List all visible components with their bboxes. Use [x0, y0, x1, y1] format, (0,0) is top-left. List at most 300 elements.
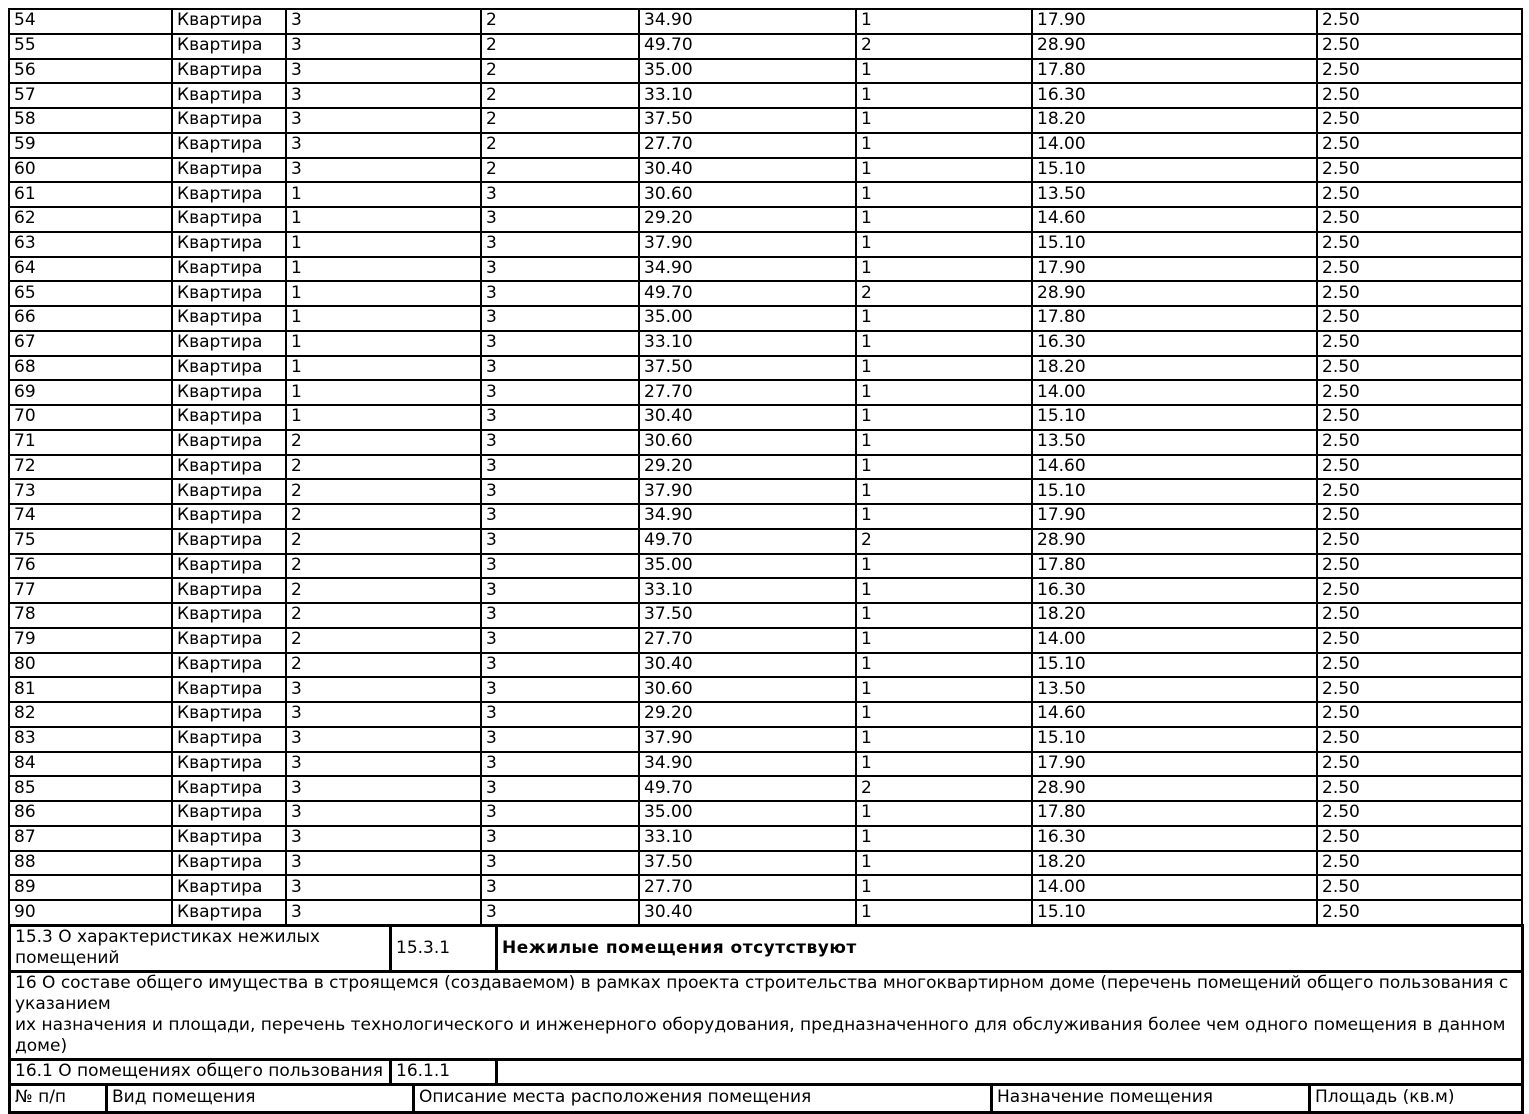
floor-cell: 3 — [481, 851, 639, 876]
ceiling-height-cell: 2.50 — [1317, 554, 1522, 579]
row-number-cell: 75 — [9, 529, 172, 554]
entrance-cell: 1 — [286, 380, 481, 405]
total-area-cell: 30.60 — [639, 677, 856, 702]
total-area-cell: 27.70 — [639, 133, 856, 158]
living-area-cell: 17.80 — [1032, 554, 1317, 579]
entrance-cell: 3 — [286, 801, 481, 826]
total-area-cell: 30.40 — [639, 158, 856, 183]
apartments-tbody — [9, 9, 1522, 925]
total-area-cell: 35.00 — [639, 801, 856, 826]
unit-type-cell: Квартира — [172, 603, 286, 628]
table-row — [9, 776, 1522, 801]
living-area-cell: 15.10 — [1032, 405, 1317, 430]
living-area-cell: 17.80 — [1032, 59, 1317, 84]
table-row — [9, 479, 1522, 504]
unit-type-cell: Квартира — [172, 653, 286, 678]
room-count-cell: 1 — [856, 851, 1032, 876]
living-area-cell: 18.20 — [1032, 356, 1317, 381]
room-count-cell: 1 — [856, 578, 1032, 603]
total-area-cell: 30.40 — [639, 900, 856, 925]
room-count-cell: 1 — [856, 826, 1032, 851]
row-number-cell: 72 — [9, 455, 172, 480]
ceiling-height-cell: 2.50 — [1317, 455, 1522, 480]
unit-type-cell: Квартира — [172, 628, 286, 653]
section-16-1-code: 16.1.1 — [391, 1059, 497, 1084]
living-area-cell: 17.80 — [1032, 306, 1317, 331]
living-area-cell: 16.30 — [1032, 578, 1317, 603]
floor-cell: 3 — [481, 752, 639, 777]
ceiling-height-cell: 2.50 — [1317, 653, 1522, 678]
living-area-cell: 14.00 — [1032, 628, 1317, 653]
unit-type-cell: Квартира — [172, 479, 286, 504]
table-row — [9, 752, 1522, 777]
row-number-cell: 73 — [9, 479, 172, 504]
room-count-cell: 1 — [856, 133, 1032, 158]
room-count-cell: 1 — [856, 677, 1032, 702]
row-number-cell: 85 — [9, 776, 172, 801]
row-number-cell: 82 — [9, 702, 172, 727]
row-number-cell: 64 — [9, 257, 172, 282]
room-count-cell: 1 — [856, 603, 1032, 628]
floor-cell: 3 — [481, 776, 639, 801]
floor-cell: 3 — [481, 257, 639, 282]
room-count-cell: 1 — [856, 207, 1032, 232]
floor-cell: 3 — [481, 479, 639, 504]
section-16-1-value — [497, 1059, 1523, 1084]
row-number-cell: 86 — [9, 801, 172, 826]
entrance-cell: 3 — [286, 158, 481, 183]
row-number-cell: 88 — [9, 851, 172, 876]
room-count-cell: 1 — [856, 504, 1032, 529]
entrance-cell: 1 — [286, 306, 481, 331]
floor-cell: 3 — [481, 306, 639, 331]
unit-type-cell: Квартира — [172, 554, 286, 579]
floor-cell: 3 — [481, 727, 639, 752]
unit-type-cell: Квартира — [172, 182, 286, 207]
section-15-3-label — [10, 926, 391, 972]
entrance-cell: 2 — [286, 479, 481, 504]
unit-type-cell: Квартира — [172, 677, 286, 702]
living-area-cell: 15.10 — [1032, 900, 1317, 925]
unit-type-cell: Квартира — [172, 380, 286, 405]
table-row — [9, 727, 1522, 752]
row-number-cell: 58 — [9, 108, 172, 133]
table-row — [9, 133, 1522, 158]
room-count-cell: 1 — [856, 331, 1032, 356]
total-area-cell: 27.70 — [639, 875, 856, 900]
total-area-cell: 27.70 — [639, 628, 856, 653]
floor-cell: 2 — [481, 108, 639, 133]
room-count-cell: 2 — [856, 776, 1032, 801]
table-row — [9, 455, 1522, 480]
unit-type-cell: Квартира — [172, 158, 286, 183]
entrance-cell: 3 — [286, 702, 481, 727]
floor-cell: 3 — [481, 677, 639, 702]
unit-type-cell: Квартира — [172, 9, 286, 34]
room-count-cell: 1 — [856, 306, 1032, 331]
ceiling-height-cell: 2.50 — [1317, 702, 1522, 727]
unit-type-cell: Квартира — [172, 405, 286, 430]
total-area-cell: 33.10 — [639, 331, 856, 356]
room-count-cell: 1 — [856, 702, 1032, 727]
entrance-cell: 2 — [286, 504, 481, 529]
row-number-cell: 87 — [9, 826, 172, 851]
room-count-cell: 1 — [856, 628, 1032, 653]
living-area-cell: 16.30 — [1032, 331, 1317, 356]
ceiling-height-cell: 2.50 — [1317, 380, 1522, 405]
row-number-cell: 90 — [9, 900, 172, 925]
unit-type-cell: Квартира — [172, 83, 286, 108]
living-area-cell: 16.30 — [1032, 83, 1317, 108]
section-15-3-code: 15.3.1 — [391, 926, 497, 972]
total-area-cell: 33.10 — [639, 578, 856, 603]
table-row — [9, 578, 1522, 603]
floor-cell: 3 — [481, 628, 639, 653]
ceiling-height-cell: 2.50 — [1317, 430, 1522, 455]
total-area-cell: 37.90 — [639, 479, 856, 504]
total-area-cell: 37.50 — [639, 108, 856, 133]
unit-type-cell: Квартира — [172, 306, 286, 331]
unit-type-cell: Квартира — [172, 356, 286, 381]
section-16-text-line2: их назначения и площади, перечень технологического и инженерного оборудования, предназначенного для обслуживания более чем одного помещения в данном доме) — [15, 1015, 1506, 1057]
room-count-cell: 1 — [856, 479, 1032, 504]
row-number-cell: 71 — [9, 430, 172, 455]
row-number-cell: 70 — [9, 405, 172, 430]
table-row — [9, 232, 1522, 257]
entrance-cell: 1 — [286, 281, 481, 306]
ceiling-height-cell: 2.50 — [1317, 776, 1522, 801]
ceiling-height-cell: 2.50 — [1317, 207, 1522, 232]
entrance-cell: 3 — [286, 34, 481, 59]
col-header-purpose: Назначение помещения — [992, 1084, 1310, 1112]
entrance-cell: 2 — [286, 578, 481, 603]
entrance-cell: 3 — [286, 826, 481, 851]
floor-cell: 3 — [481, 875, 639, 900]
ceiling-height-cell: 2.50 — [1317, 34, 1522, 59]
room-count-cell: 1 — [856, 405, 1032, 430]
entrance-cell: 2 — [286, 628, 481, 653]
living-area-cell: 17.80 — [1032, 801, 1317, 826]
row-number-cell: 81 — [9, 677, 172, 702]
total-area-cell: 49.70 — [639, 281, 856, 306]
table-row — [9, 875, 1522, 900]
living-area-cell: 14.00 — [1032, 380, 1317, 405]
table-row — [9, 9, 1522, 34]
living-area-cell: 13.50 — [1032, 182, 1317, 207]
room-count-cell: 1 — [856, 9, 1032, 34]
floor-cell: 2 — [481, 133, 639, 158]
unit-type-cell: Квартира — [172, 702, 286, 727]
room-count-cell: 1 — [856, 380, 1032, 405]
row-number-cell: 56 — [9, 59, 172, 84]
entrance-cell: 3 — [286, 108, 481, 133]
ceiling-height-cell: 2.50 — [1317, 727, 1522, 752]
floor-cell: 3 — [481, 702, 639, 727]
living-area-cell: 28.90 — [1032, 34, 1317, 59]
entrance-cell: 3 — [286, 83, 481, 108]
section-15-3-row — [10, 926, 1523, 972]
room-count-cell: 2 — [856, 34, 1032, 59]
living-area-cell: 17.90 — [1032, 752, 1317, 777]
table-row — [9, 207, 1522, 232]
ceiling-height-cell: 2.50 — [1317, 752, 1522, 777]
entrance-cell: 3 — [286, 59, 481, 84]
ceiling-height-cell: 2.50 — [1317, 826, 1522, 851]
row-number-cell: 62 — [9, 207, 172, 232]
total-area-cell: 34.90 — [639, 752, 856, 777]
unit-type-cell: Квартира — [172, 851, 286, 876]
section-16-1-row — [10, 1059, 1523, 1084]
living-area-cell: 14.60 — [1032, 702, 1317, 727]
total-area-cell: 30.60 — [639, 182, 856, 207]
entrance-cell: 1 — [286, 331, 481, 356]
living-area-cell: 14.60 — [1032, 207, 1317, 232]
section-15-3-label-line1: 15.3 О характеристиках нежилых — [15, 927, 320, 947]
living-area-cell: 17.90 — [1032, 257, 1317, 282]
entrance-cell: 1 — [286, 207, 481, 232]
col-header-num: № п/п — [10, 1084, 107, 1112]
table-row — [9, 677, 1522, 702]
total-area-cell: 29.20 — [639, 455, 856, 480]
row-number-cell: 84 — [9, 752, 172, 777]
total-area-cell: 37.50 — [639, 851, 856, 876]
unit-type-cell: Квартира — [172, 776, 286, 801]
total-area-cell: 30.40 — [639, 653, 856, 678]
row-number-cell: 68 — [9, 356, 172, 381]
room-count-cell: 1 — [856, 554, 1032, 579]
total-area-cell: 37.90 — [639, 232, 856, 257]
unit-type-cell: Квартира — [172, 331, 286, 356]
ceiling-height-cell: 2.50 — [1317, 9, 1522, 34]
living-area-cell: 28.90 — [1032, 529, 1317, 554]
room-count-cell: 2 — [856, 281, 1032, 306]
ceiling-height-cell: 2.50 — [1317, 628, 1522, 653]
col-header-type: Вид помещения — [107, 1084, 414, 1112]
room-count-cell: 1 — [856, 653, 1032, 678]
floor-cell: 3 — [481, 578, 639, 603]
section-16-row — [10, 971, 1523, 1059]
room-count-cell: 1 — [856, 875, 1032, 900]
floor-cell: 3 — [481, 504, 639, 529]
row-number-cell: 60 — [9, 158, 172, 183]
table-row — [9, 356, 1522, 381]
floor-cell: 3 — [481, 331, 639, 356]
total-area-cell: 34.90 — [639, 257, 856, 282]
ceiling-height-cell: 2.50 — [1317, 603, 1522, 628]
entrance-cell: 3 — [286, 900, 481, 925]
row-number-cell: 55 — [9, 34, 172, 59]
ceiling-height-cell: 2.50 — [1317, 900, 1522, 925]
floor-cell: 2 — [481, 59, 639, 84]
row-number-cell: 67 — [9, 331, 172, 356]
table-row — [9, 603, 1522, 628]
ceiling-height-cell: 2.50 — [1317, 182, 1522, 207]
row-number-cell: 69 — [9, 380, 172, 405]
floor-cell: 3 — [481, 182, 639, 207]
ceiling-height-cell: 2.50 — [1317, 158, 1522, 183]
entrance-cell: 2 — [286, 430, 481, 455]
table-row — [9, 182, 1522, 207]
table-row — [9, 108, 1522, 133]
room-count-cell: 1 — [856, 232, 1032, 257]
table-row — [9, 430, 1522, 455]
sections-table — [8, 924, 1524, 1114]
table-row — [9, 702, 1522, 727]
unit-type-cell: Квартира — [172, 281, 286, 306]
row-number-cell: 76 — [9, 554, 172, 579]
table-row — [9, 405, 1522, 430]
floor-cell: 3 — [481, 455, 639, 480]
total-area-cell: 29.20 — [639, 702, 856, 727]
floor-cell: 3 — [481, 281, 639, 306]
col-header-area: Площадь (кв.м) — [1310, 1084, 1523, 1112]
living-area-cell: 17.90 — [1032, 9, 1317, 34]
living-area-cell: 18.20 — [1032, 603, 1317, 628]
living-area-cell: 15.10 — [1032, 653, 1317, 678]
floor-cell: 3 — [481, 603, 639, 628]
total-area-cell: 49.70 — [639, 529, 856, 554]
row-number-cell: 59 — [9, 133, 172, 158]
total-area-cell: 30.40 — [639, 405, 856, 430]
living-area-cell: 28.90 — [1032, 776, 1317, 801]
table-row — [9, 158, 1522, 183]
table-row — [9, 380, 1522, 405]
ceiling-height-cell: 2.50 — [1317, 232, 1522, 257]
unit-type-cell: Квартира — [172, 108, 286, 133]
unit-type-cell: Квартира — [172, 34, 286, 59]
section-16-text — [10, 971, 1523, 1059]
total-area-cell: 34.90 — [639, 9, 856, 34]
row-number-cell: 57 — [9, 83, 172, 108]
table-row — [9, 900, 1522, 925]
total-area-cell: 27.70 — [639, 380, 856, 405]
room-count-cell: 1 — [856, 430, 1032, 455]
total-area-cell: 37.50 — [639, 356, 856, 381]
living-area-cell: 16.30 — [1032, 826, 1317, 851]
floor-cell: 3 — [481, 900, 639, 925]
ceiling-height-cell: 2.50 — [1317, 306, 1522, 331]
floor-cell: 3 — [481, 653, 639, 678]
ceiling-height-cell: 2.50 — [1317, 257, 1522, 282]
living-area-cell: 15.10 — [1032, 158, 1317, 183]
living-area-cell: 14.00 — [1032, 133, 1317, 158]
ceiling-height-cell: 2.50 — [1317, 875, 1522, 900]
table-row — [9, 306, 1522, 331]
row-number-cell: 79 — [9, 628, 172, 653]
entrance-cell: 3 — [286, 776, 481, 801]
living-area-cell: 17.90 — [1032, 504, 1317, 529]
ceiling-height-cell: 2.50 — [1317, 851, 1522, 876]
floor-cell: 2 — [481, 83, 639, 108]
total-area-cell: 30.60 — [639, 430, 856, 455]
floor-cell: 3 — [481, 356, 639, 381]
table-row — [9, 851, 1522, 876]
total-area-cell: 33.10 — [639, 826, 856, 851]
living-area-cell: 14.00 — [1032, 875, 1317, 900]
floor-cell: 2 — [481, 9, 639, 34]
entrance-cell: 3 — [286, 851, 481, 876]
ceiling-height-cell: 2.50 — [1317, 83, 1522, 108]
ceiling-height-cell: 2.50 — [1317, 578, 1522, 603]
room-count-cell: 1 — [856, 900, 1032, 925]
room-count-cell: 1 — [856, 108, 1032, 133]
ceiling-height-cell: 2.50 — [1317, 405, 1522, 430]
total-area-cell: 37.90 — [639, 727, 856, 752]
living-area-cell: 13.50 — [1032, 677, 1317, 702]
unit-type-cell: Квартира — [172, 529, 286, 554]
ceiling-height-cell: 2.50 — [1317, 529, 1522, 554]
floor-cell: 3 — [481, 430, 639, 455]
floor-cell: 2 — [481, 158, 639, 183]
total-area-cell: 49.70 — [639, 34, 856, 59]
unit-type-cell: Квартира — [172, 900, 286, 925]
unit-type-cell: Квартира — [172, 801, 286, 826]
apartments-table — [8, 8, 1523, 926]
table-row — [9, 34, 1522, 59]
room-count-cell: 1 — [856, 182, 1032, 207]
table-row — [9, 628, 1522, 653]
living-area-cell: 13.50 — [1032, 430, 1317, 455]
room-count-cell: 1 — [856, 83, 1032, 108]
unit-type-cell: Квартира — [172, 430, 286, 455]
entrance-cell: 1 — [286, 182, 481, 207]
table-row — [9, 554, 1522, 579]
section-15-3-label-line2: помещений — [15, 948, 120, 969]
table-row — [9, 331, 1522, 356]
col-header-location: Описание места расположения помещения — [414, 1084, 992, 1112]
room-count-cell: 1 — [856, 801, 1032, 826]
table-row — [9, 281, 1522, 306]
living-area-cell: 14.60 — [1032, 455, 1317, 480]
entrance-cell: 2 — [286, 455, 481, 480]
entrance-cell: 3 — [286, 752, 481, 777]
ceiling-height-cell: 2.50 — [1317, 504, 1522, 529]
row-number-cell: 66 — [9, 306, 172, 331]
unit-type-cell: Квартира — [172, 578, 286, 603]
total-area-cell: 35.00 — [639, 554, 856, 579]
ceiling-height-cell: 2.50 — [1317, 479, 1522, 504]
unit-type-cell: Квартира — [172, 133, 286, 158]
floor-cell: 3 — [481, 207, 639, 232]
entrance-cell: 2 — [286, 603, 481, 628]
section-16-text-line1: 16 О составе общего имущества в строящемся (создаваемом) в рамках проекта строительства многоквартирном доме (перечень помещений общего пользования с указанием — [15, 972, 1509, 1014]
room-count-cell: 1 — [856, 257, 1032, 282]
ceiling-height-cell: 2.50 — [1317, 356, 1522, 381]
room-count-cell: 1 — [856, 158, 1032, 183]
row-number-cell: 78 — [9, 603, 172, 628]
table-row — [9, 257, 1522, 282]
row-number-cell: 89 — [9, 875, 172, 900]
room-count-cell: 1 — [856, 752, 1032, 777]
table-row — [9, 826, 1522, 851]
unit-type-cell: Квартира — [172, 826, 286, 851]
unit-type-cell: Квартира — [172, 207, 286, 232]
living-area-cell: 15.10 — [1032, 479, 1317, 504]
living-area-cell: 28.90 — [1032, 281, 1317, 306]
total-area-cell: 49.70 — [639, 776, 856, 801]
row-number-cell: 83 — [9, 727, 172, 752]
ceiling-height-cell: 2.50 — [1317, 59, 1522, 84]
unit-type-cell: Квартира — [172, 752, 286, 777]
table-row — [9, 801, 1522, 826]
living-area-cell: 18.20 — [1032, 108, 1317, 133]
ceiling-height-cell: 2.50 — [1317, 133, 1522, 158]
row-number-cell: 74 — [9, 504, 172, 529]
section-16-1-label: 16.1 О помещениях общего пользования — [10, 1059, 391, 1084]
row-number-cell: 61 — [9, 182, 172, 207]
floor-cell: 3 — [481, 554, 639, 579]
entrance-cell: 2 — [286, 653, 481, 678]
